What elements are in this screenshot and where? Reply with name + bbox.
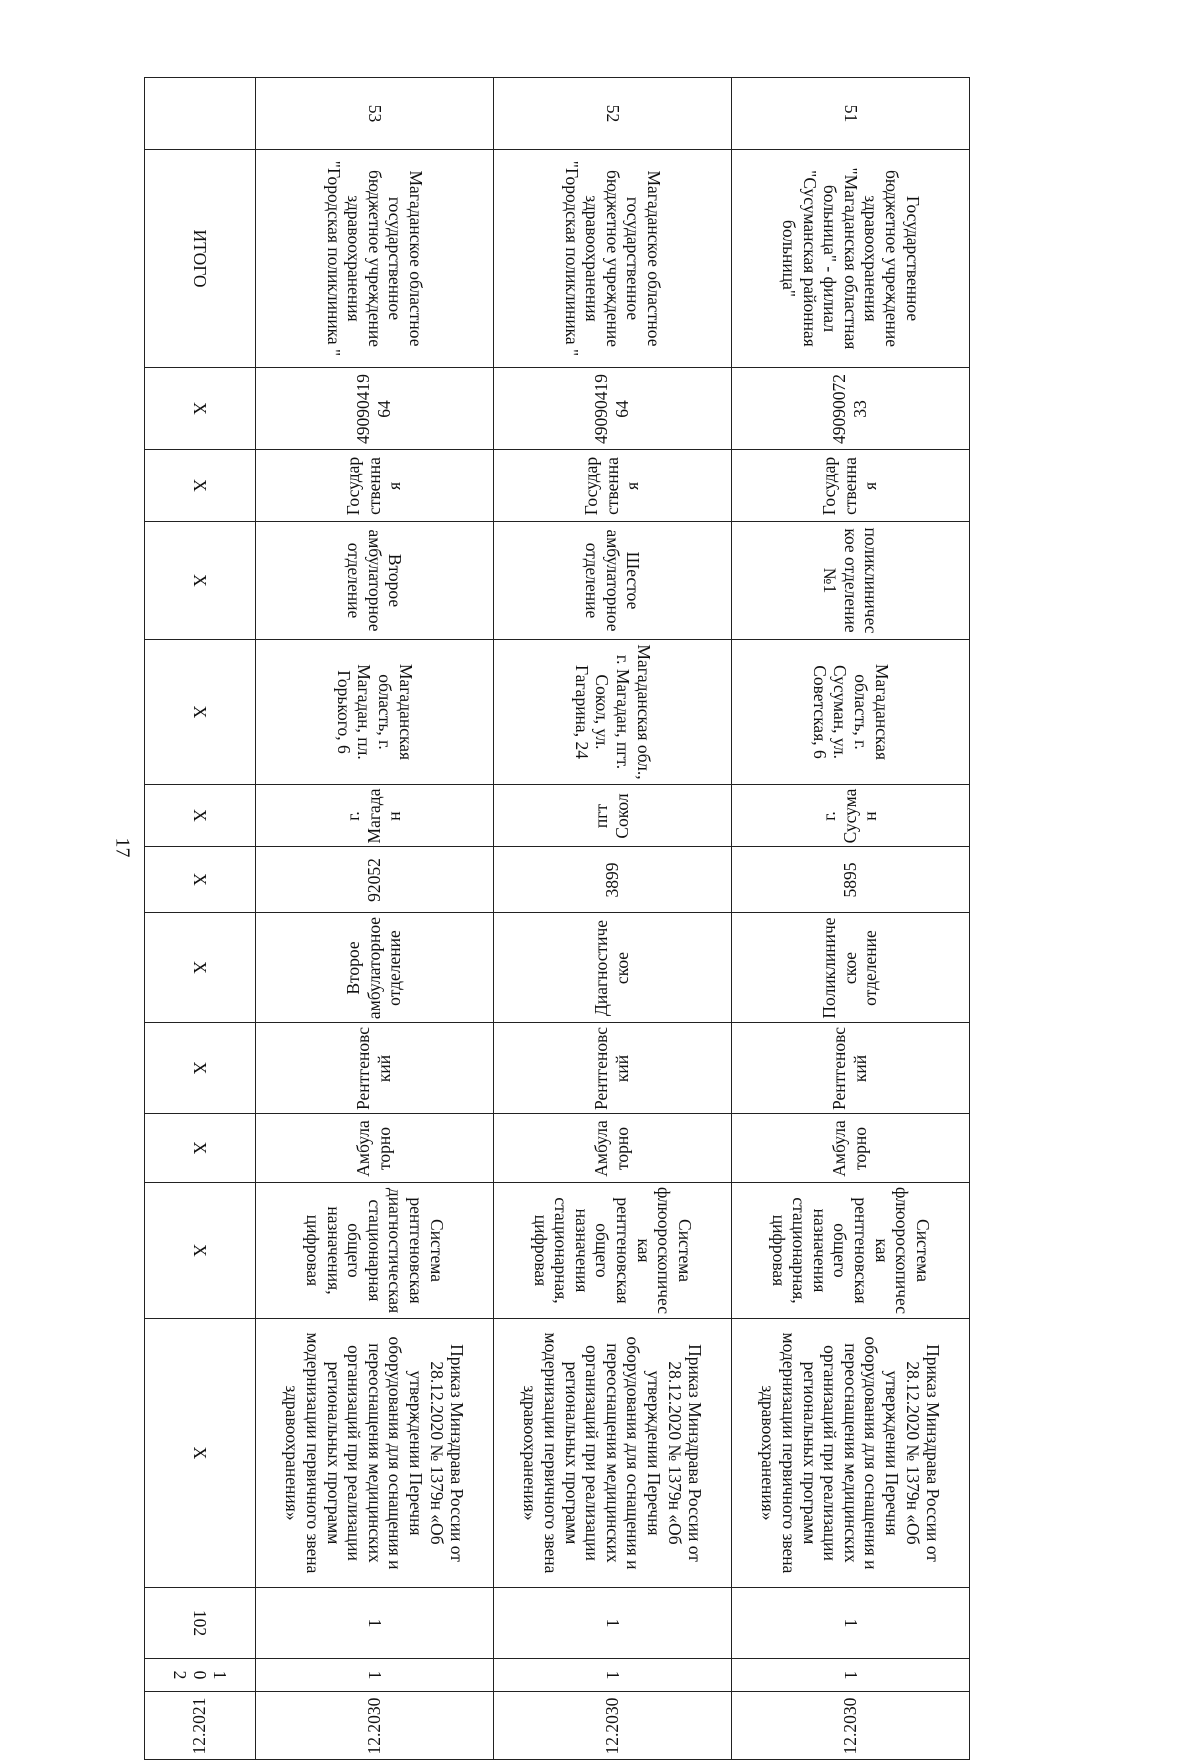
cell-order: Приказ Минздрава России от 28.12.2020 № 1379н «Об утверждении Перечня оборудования для оснащения и переоснащения медицинских организаций при реализации региональных программ модернизации первичного звена здравоохранения» (732, 1319, 970, 1588)
cell-qty-b: 1 (732, 1659, 970, 1692)
cell-address: Магаданская область, г. Магадан, пл. Горького, 6 (256, 640, 494, 785)
cell-total-room: X (145, 1023, 256, 1114)
cell-unit: поликлиническое отделение №1 (732, 522, 970, 640)
cell-care-type: Амбулаторно (494, 1114, 732, 1183)
cell-ownership: Государственная (494, 450, 732, 522)
cell-total-qty-a: 102 (145, 1588, 256, 1659)
cell-address: Магаданская обл., г. Магадан, пгт. Сокол, ул. Гагарина, 24 (494, 640, 732, 785)
cell-date: 12.2030 (256, 1692, 494, 1760)
page-number: 17 (111, 837, 134, 858)
cell-organization: Магаданское областное государственное бюджетное учреждение здравоохранения "Городская поликлиника " (256, 150, 494, 368)
cell-inn: 4909041964 (256, 368, 494, 450)
table-wrapper (145, 77, 970, 1754)
cell-settlement: пгт Сокол (494, 785, 732, 847)
cell-total-num (145, 78, 256, 150)
cell-department: Диагностическое (494, 913, 732, 1023)
cell-room: Рентгеновский (732, 1023, 970, 1114)
cell-num: 52 (494, 78, 732, 150)
cell-total-inn: X (145, 368, 256, 450)
cell-room: Рентгеновский (494, 1023, 732, 1114)
cell-care-type: Амбулаторно (256, 1114, 494, 1183)
cell-organization: Магаданское областное государственное бюджетное учреждение здравоохранения "Городская поликлиника " (494, 150, 732, 368)
cell-total-address: X (145, 640, 256, 785)
cell-num: 53 (256, 78, 494, 150)
cell-date: 12.2030 (732, 1692, 970, 1760)
cell-total-ownership: X (145, 450, 256, 522)
cell-total-department: X (145, 913, 256, 1023)
cell-room: Рентгеновский (256, 1023, 494, 1114)
cell-total-equipment: X (145, 1183, 256, 1319)
cell-ownership: Государственная (256, 450, 494, 522)
cell-total-population: X (145, 847, 256, 913)
equipment-table (144, 77, 970, 1760)
cell-qty-a: 1 (256, 1588, 494, 1659)
table-row (256, 78, 494, 1760)
cell-inn: 4909007233 (732, 368, 970, 450)
total-row (145, 78, 256, 1760)
cell-settlement: г. Магадан (256, 785, 494, 847)
cell-organization: Государственное бюджетное учреждение здравоохранения "Магаданская областная больница" - филиал "Сусуманская районная больница" (732, 150, 970, 368)
cell-qty-a: 1 (494, 1588, 732, 1659)
table-row (494, 78, 732, 1760)
cell-total-unit: X (145, 522, 256, 640)
cell-unit: Второе амбулаторное отделение (256, 522, 494, 640)
cell-qty-b: 1 (494, 1659, 732, 1692)
cell-total-date: 12.2021 (145, 1692, 256, 1760)
table-row (732, 78, 970, 1760)
cell-care-type: Амбулаторно (732, 1114, 970, 1183)
cell-population: 92052 (256, 847, 494, 913)
cell-equipment: Система флюороскопическая рентгеновская общего назначения стационарная, цифровая (494, 1183, 732, 1319)
cell-equipment: Система рентгеновская диагностическая стационарная общего назначения, цифровая (256, 1183, 494, 1319)
cell-total-label: ИТОГО (145, 150, 256, 368)
cell-total-order: X (145, 1319, 256, 1588)
cell-total-qty-b (145, 1659, 256, 1692)
cell-qty-b: 1 (256, 1659, 494, 1692)
cell-total-settlement: X (145, 785, 256, 847)
cell-address: Магаданская область, г. Сусуман, ул. Советская, 6 (732, 640, 970, 785)
cell-qty-a: 1 (732, 1588, 970, 1659)
cell-department: Поликлиническое отделение (732, 913, 970, 1023)
cell-equipment: Система флюороскопическая рентгеновская общего назначения стационарная, цифровая (732, 1183, 970, 1319)
cell-population: 5895 (732, 847, 970, 913)
cell-population: 3899 (494, 847, 732, 913)
cell-total-qty-b-text: 102 (170, 1670, 231, 1680)
cell-date: 12.2030 (494, 1692, 732, 1760)
cell-num: 51 (732, 78, 970, 150)
rotated-table-container (145, 77, 970, 1754)
cell-settlement: г. Сусуман (732, 785, 970, 847)
cell-ownership: Государственная (732, 450, 970, 522)
cell-unit: Шестое амбулаторное отделение (494, 522, 732, 640)
cell-total-care: X (145, 1114, 256, 1183)
cell-department: Второе амбулаторное отделение (256, 913, 494, 1023)
cell-order: Приказ Минздрава России от 28.12.2020 № 1379н «Об утверждении Перечня оборудования для оснащения и переоснащения медицинских организаций при реализации региональных программ модернизации первичного звена здравоохранения» (256, 1319, 494, 1588)
cell-order: Приказ Минздрава России от 28.12.2020 № 1379н «Об утверждении Перечня оборудования для оснащения и переоснащения медицинских организаций при реализации региональных программ модернизации первичного звена здравоохранения» (494, 1319, 732, 1588)
cell-inn: 4909041964 (494, 368, 732, 450)
